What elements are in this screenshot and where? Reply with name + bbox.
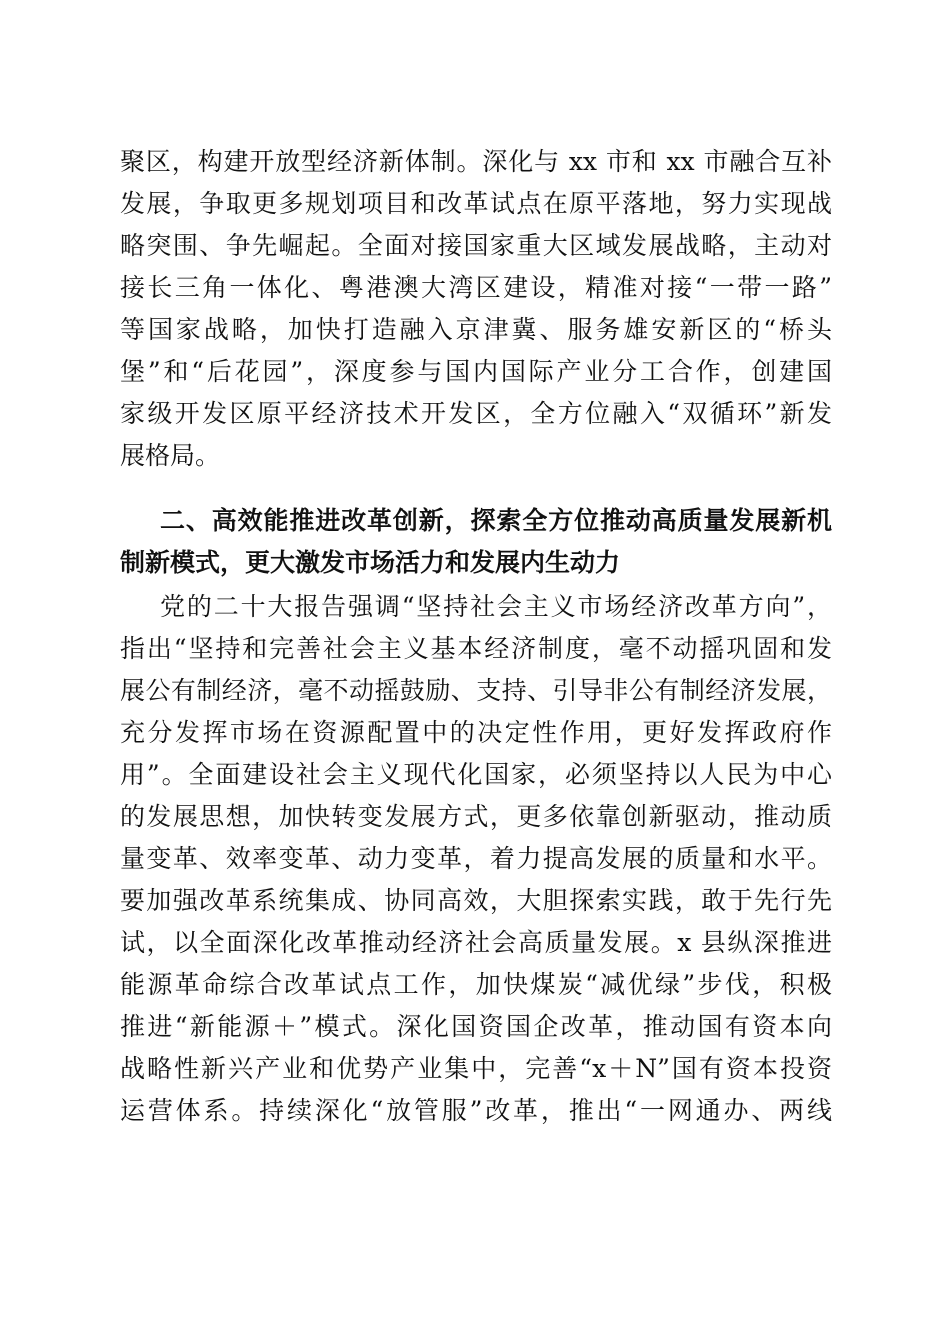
heading-line: 制新模式，更大激发市场活力和发展内生动力	[120, 548, 621, 577]
text-line: 充分发挥市场在资源配置中的决定性作用，更好发挥政府作	[120, 718, 832, 747]
text-line: 展格局。	[120, 441, 221, 470]
text-line: 战略性新兴产业和优势产业集中，完善“x＋N”国有资本投资	[120, 1054, 832, 1083]
text-line: 发展，争取更多规划项目和改革试点在原平落地，努力实现战	[120, 189, 832, 218]
text-line: 试，以全面深化改革推动经济社会高质量发展。x 县纵深推进	[120, 928, 832, 957]
text-line: 略突围、争先崛起。全面对接国家重大区域发展战略，主动对	[120, 231, 832, 260]
text-line: 接长三角一体化、粤港澳大湾区建设，精准对接“一带一路”	[120, 273, 832, 302]
text-line: 等国家战略，加快打造融入京津冀、服务雄安新区的“桥头	[120, 315, 832, 344]
heading-line: 二、高效能推进改革创新，探索全方位推动高质量发展新机	[160, 506, 832, 535]
text-line: 用”。全面建设社会主义现代化国家，必须坚持以人民为中心	[120, 760, 832, 789]
text-line: 运营体系。持续深化“放管服”改革，推出“一网通办、两线	[120, 1096, 832, 1125]
text-line: 推进“新能源＋”模式。深化国资国企改革，推动国有资本向	[120, 1012, 832, 1041]
text-line: 能源革命综合改革试点工作，加快煤炭“减优绿”步伐，积极	[120, 970, 832, 999]
text-line: 要加强改革系统集成、协同高效，大胆探索实践，敢于先行先	[120, 886, 832, 915]
text-line: 的发展思想，加快转变发展方式，更多依靠创新驱动，推动质	[120, 802, 832, 831]
text-line: 指出“坚持和完善社会主义基本经济制度，毫不动摇巩固和发	[120, 634, 832, 663]
text-line: 展公有制经济，毫不动摇鼓励、支持、引导非公有制经济发展，	[120, 676, 832, 705]
text-line: 家级开发区原平经济技术开发区，全方位融入“双循环”新发	[120, 399, 832, 428]
text-line: 聚区，构建开放型经济新体制。深化与 xx 市和 xx 市融合互补	[120, 147, 832, 176]
text-line: 量变革、效率变革、动力变革，着力提高发展的质量和水平。	[120, 844, 832, 873]
text-line: 党的二十大报告强调“坚持社会主义市场经济改革方向”，	[160, 592, 832, 621]
text-line: 堡”和“后花园”，深度参与国内国际产业分工合作，创建国	[120, 357, 832, 386]
